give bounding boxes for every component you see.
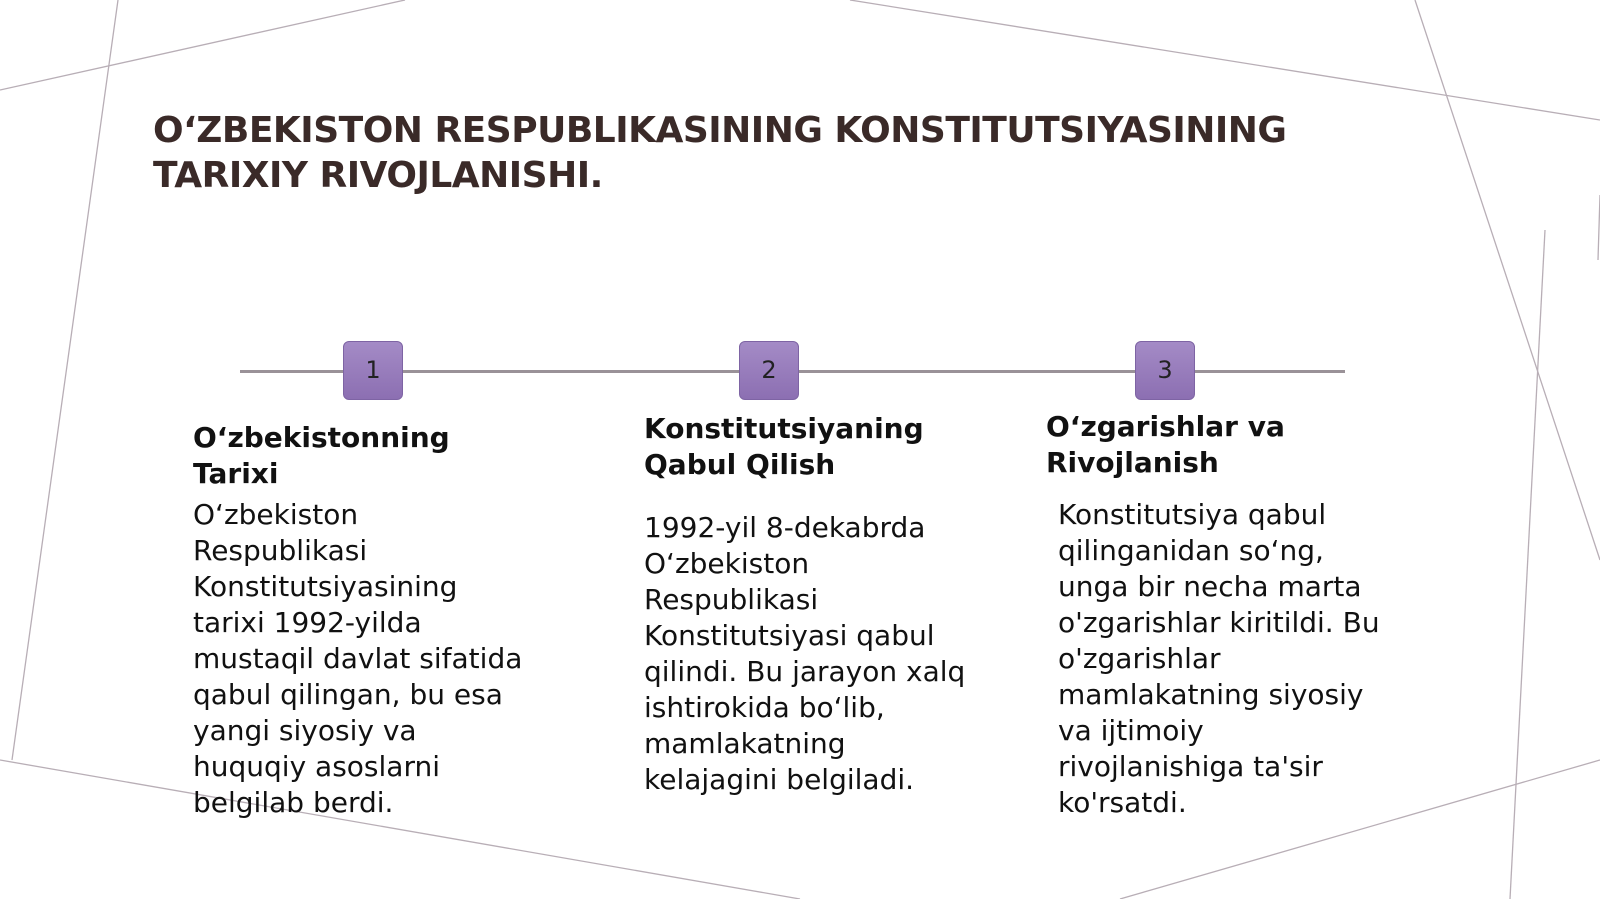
step-3-heading-line-2: Rivojlanish [1046,446,1219,479]
step-3-body-line: qilinganidan so‘ng, [1058,534,1324,567]
step-3-body-line: va ijtimoiy [1058,714,1204,747]
step-2-marker: 2 [739,341,799,400]
step-2-body-line: ishtirokida bo‘lib, [644,691,885,724]
step-2-body-line: 1992-yil 8-dekabrda [644,511,926,544]
step-1-body-line: huquqiy asoslarni [193,750,440,783]
step-2-body-line: mamlakatning [644,727,846,760]
step-3-marker: 3 [1135,341,1195,400]
step-1-heading-line-1: O‘zbekistonning [193,421,450,454]
step-1-heading-line-2: Tarixi [193,457,279,490]
step-2-heading [644,411,1044,483]
slide-title [153,108,1453,198]
slide-title-line-2: TARIXIY RIVOJLANISHI. [153,155,603,196]
step-3-body-line: rivojlanishiga ta'sir [1058,750,1323,783]
step-2-body-line: O‘zbekiston [644,547,810,580]
step-1-body-line: belgilab berdi. [193,786,394,819]
step-1-body-line: qabul qilingan, bu esa [193,678,503,711]
slide-title-line-1: O‘ZBEKISTON RESPUBLIKASINING KONSTITUTSIYASINING [153,110,1287,151]
step-1-body [193,497,613,821]
step-3-heading-line-1: O‘zgarishlar va [1046,410,1285,443]
step-2-body-line: Konstitutsiyasi qabul [644,619,935,652]
step-2-body-line: kelajagini belgiladi. [644,763,915,796]
step-3-body-line: mamlakatning siyosiy [1058,678,1364,711]
step-3-body-line: unga bir necha marta [1058,570,1362,603]
step-3-body-line: Konstitutsiya qabul [1058,498,1327,531]
step-3-body-line: o'zgarishlar kiritildi. Bu [1058,606,1380,639]
step-1-body-line: mustaqil davlat sifatida [193,642,523,675]
step-2-body-line: Respublikasi [644,583,819,616]
step-1-marker: 1 [343,341,403,400]
step-2-heading-line-2: Qabul Qilish [644,448,836,481]
step-3-body-line: o'zgarishlar [1058,642,1221,675]
step-1-body-line: yangi siyosiy va [193,714,417,747]
step-1-body-line: tarixi 1992-yilda [193,606,422,639]
step-2-body-line: qilindi. Bu jarayon xalq [644,655,966,688]
step-1-body-line: Konstitutsiyasining [193,570,458,603]
step-3-body [1058,497,1478,821]
step-2-body [644,510,1054,798]
step-2-heading-line-1: Konstitutsiyaning [644,412,924,445]
step-3-body-line: ko'rsatdi. [1058,786,1187,819]
step-1-heading [193,420,593,492]
step-1-body-line: Respublikasi [193,534,368,567]
step-3-heading [1046,409,1446,481]
step-1-body-line: O‘zbekiston [193,498,359,531]
